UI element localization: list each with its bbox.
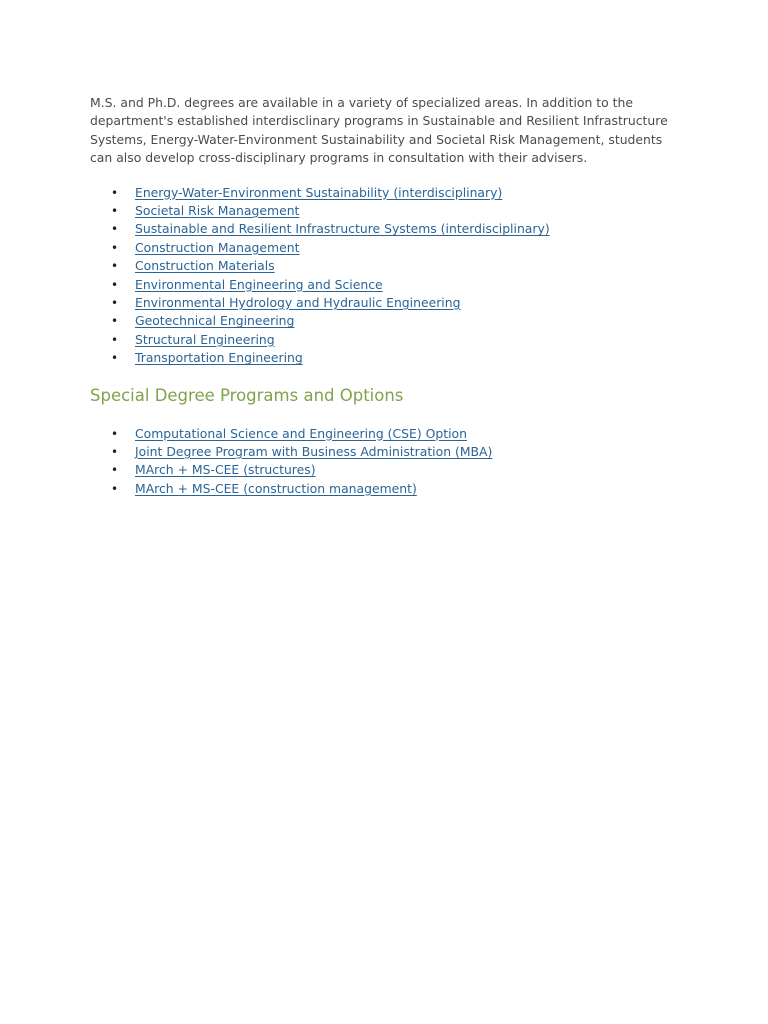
link-environmental-engineering-science[interactable]: Environmental Engineering and Science <box>135 276 383 292</box>
list-item <box>90 331 670 349</box>
bullet-icon: • <box>111 185 119 200</box>
bullet-icon: • <box>111 222 119 237</box>
link-march-construction-management[interactable]: MArch + MS-CEE (construction management) <box>135 480 417 496</box>
bullet-icon: • <box>111 277 119 292</box>
bullet-icon: • <box>111 314 119 329</box>
section-heading-special-programs: Special Degree Programs and Options <box>90 385 404 405</box>
list-item <box>90 257 670 275</box>
list-item <box>90 443 670 461</box>
list-item <box>90 239 670 257</box>
bullet-icon: • <box>111 481 119 496</box>
list-item <box>90 480 670 498</box>
program-list <box>90 184 670 368</box>
link-structural-engineering[interactable]: Structural Engineering <box>135 331 275 347</box>
link-environmental-hydrology[interactable]: Environmental Hydrology and Hydraulic Engineering <box>135 294 461 310</box>
bullet-icon: • <box>111 332 119 347</box>
list-item <box>90 220 670 238</box>
bullet-icon: • <box>111 204 119 219</box>
bullet-icon: • <box>111 463 119 478</box>
link-geotechnical-engineering[interactable]: Geotechnical Engineering <box>135 313 295 329</box>
list-item <box>90 184 670 202</box>
list-item <box>90 312 670 330</box>
special-program-list <box>90 425 670 499</box>
link-construction-materials[interactable]: Construction Materials <box>135 258 275 274</box>
list-item <box>90 202 670 220</box>
link-construction-management[interactable]: Construction Management <box>135 239 300 255</box>
link-joint-degree-mba[interactable]: Joint Degree Program with Business Administration (MBA) <box>135 443 493 459</box>
list-item <box>90 425 670 443</box>
bullet-icon: • <box>111 295 119 310</box>
link-sustainable-resilient-infrastructure[interactable]: Sustainable and Resilient Infrastructure Systems (interdisciplinary) <box>135 221 550 237</box>
page-content <box>90 94 670 498</box>
link-energy-water-environment[interactable]: Energy-Water-Environment Sustainability (interdisciplinary) <box>135 184 503 200</box>
list-item <box>90 276 670 294</box>
list-item <box>90 294 670 312</box>
bullet-icon: • <box>111 444 119 459</box>
list-item <box>90 461 670 479</box>
link-transportation-engineering[interactable]: Transportation Engineering <box>135 350 303 366</box>
bullet-icon: • <box>111 351 119 366</box>
bullet-icon: • <box>111 259 119 274</box>
link-cse-option[interactable]: Computational Science and Engineering (CSE) Option <box>135 425 467 441</box>
bullet-icon: • <box>111 426 119 441</box>
link-march-structures[interactable]: MArch + MS-CEE (structures) <box>135 462 316 478</box>
bullet-icon: • <box>111 240 119 255</box>
list-item <box>90 349 670 367</box>
intro-paragraph: M.S. and Ph.D. degrees are available in a variety of specialized areas. In addition to the department's established interdisclinary programs in Sustainable and Resilient Infrastructure Systems, Energy-Water-Environment Sustainability and Societal Risk Management, students can also develop cross-disciplinary programs in consultation with their advisers. <box>90 95 668 166</box>
link-societal-risk-management[interactable]: Societal Risk Management <box>135 203 300 219</box>
